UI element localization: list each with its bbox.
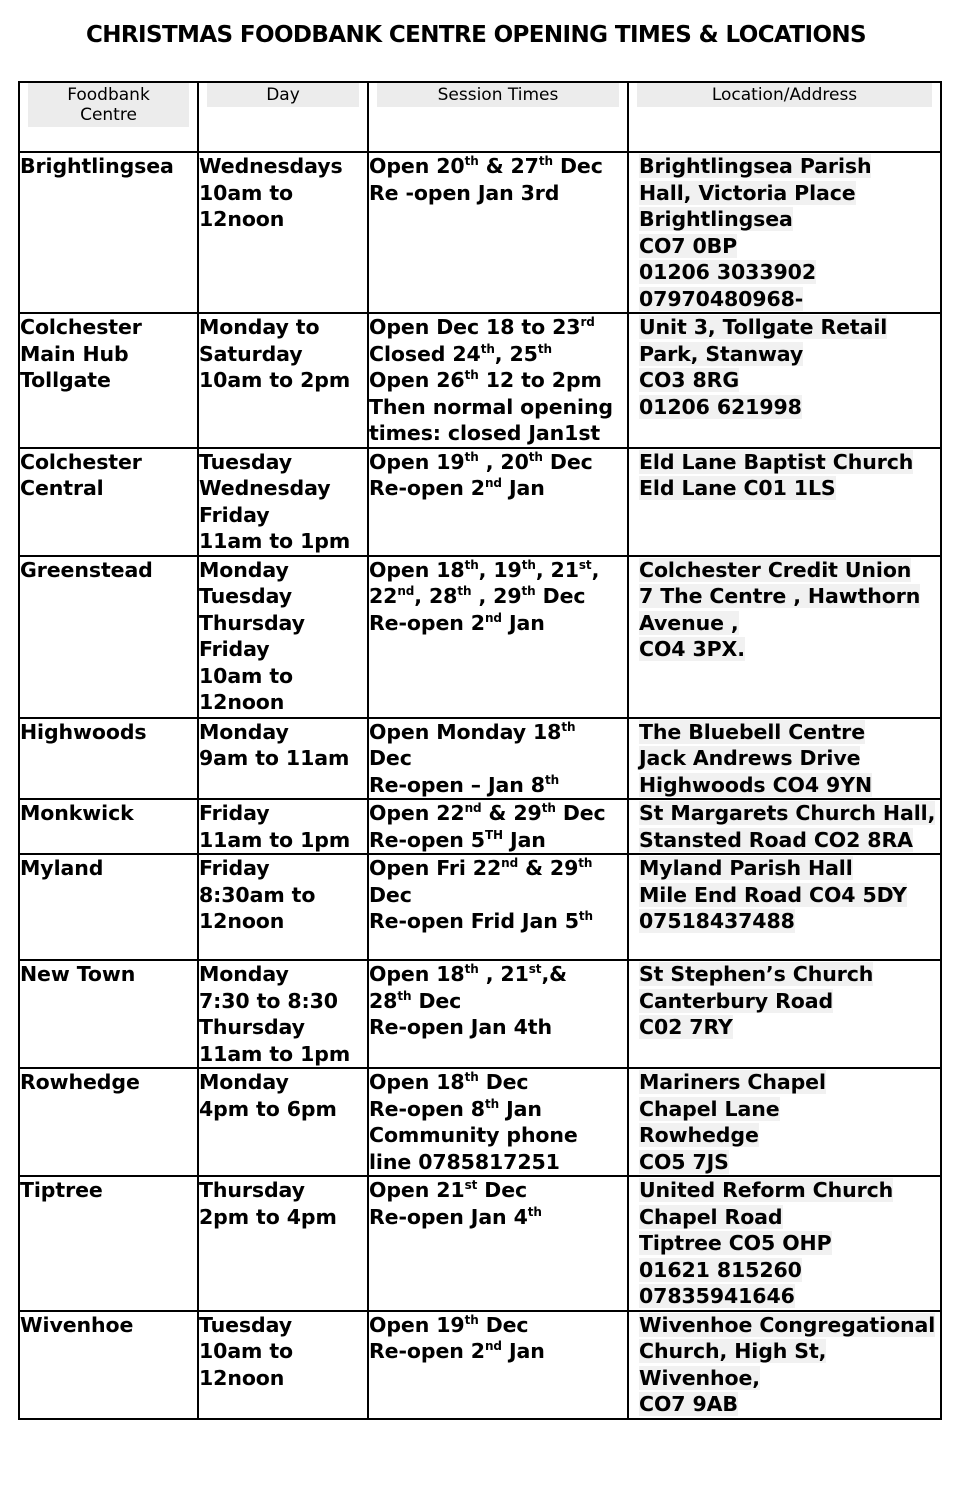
address-line: 01621 815260 xyxy=(639,1257,802,1282)
day-line: 12noon xyxy=(199,690,285,714)
centre-line: Colchester xyxy=(20,449,142,474)
centre-line: Greenstead xyxy=(20,557,153,582)
day-line: 2pm to 4pm xyxy=(199,1204,337,1229)
address-line: CO3 8RG xyxy=(639,368,740,392)
session-line: Open 22nd & 29th Dec xyxy=(369,801,606,825)
address-line: Unit 3, Tollgate Retail xyxy=(639,315,888,339)
day-line: 10am to 2pm xyxy=(199,368,351,392)
header-label: Session Times xyxy=(377,83,619,107)
day-cell xyxy=(198,152,368,313)
address-cell xyxy=(628,718,941,800)
address-line: Rowhedge xyxy=(639,1123,759,1147)
header-cell-centre xyxy=(19,82,198,152)
address-line: 07835941646 xyxy=(639,1284,795,1308)
header-cell-day xyxy=(198,82,368,152)
day-cell xyxy=(198,718,368,800)
session-line: Open Monday 18th xyxy=(369,719,576,744)
address-cell xyxy=(628,448,941,556)
session-line: line 0785817251 xyxy=(369,1149,560,1174)
day-line: 12noon xyxy=(199,909,285,933)
session-cell xyxy=(368,854,628,960)
address-line: Highwoods CO4 9YN xyxy=(639,772,873,797)
session-line: times: closed Jan1st xyxy=(369,421,601,445)
address-line: Colchester Credit Union xyxy=(639,557,912,582)
day-line: Wednesday xyxy=(199,476,331,500)
address-line: Eld Lane C01 1LS xyxy=(639,476,836,500)
address-line: Brightlingsea xyxy=(639,207,793,231)
session-line: Community phone xyxy=(369,1123,578,1147)
day-line: 11am to 1pm xyxy=(199,1041,351,1066)
day-line: 10am to xyxy=(199,1339,294,1363)
session-line: Open 18th Dec xyxy=(369,1070,529,1094)
day-cell xyxy=(198,313,368,448)
table-row xyxy=(19,152,941,313)
centre-cell xyxy=(19,718,198,800)
address-line: Chapel Lane xyxy=(639,1096,780,1121)
session-line: Closed 24th, 25th xyxy=(369,341,552,366)
session-line: Re-open Jan 4th xyxy=(369,1015,552,1039)
address-cell xyxy=(628,1311,941,1419)
address-line: St Stephen’s Church xyxy=(639,962,874,986)
day-line: 4pm to 6pm xyxy=(199,1096,337,1121)
centre-line: Myland xyxy=(20,856,104,880)
session-line: Open 19th Dec xyxy=(369,1312,529,1337)
address-line: Jack Andrews Drive xyxy=(639,746,861,770)
session-line: Re-open Jan 4th xyxy=(369,1204,542,1229)
header-cell-session xyxy=(368,82,628,152)
centre-line: Tollgate xyxy=(20,368,111,392)
day-cell xyxy=(198,960,368,1068)
address-line: Church, High St, xyxy=(639,1339,827,1363)
table-header-row xyxy=(19,82,941,152)
address-line: Wivenhoe, xyxy=(639,1365,760,1390)
day-line: Monday to xyxy=(199,315,320,339)
day-cell xyxy=(198,799,368,854)
day-line: 11am to 1pm xyxy=(199,827,351,852)
day-line: Thursday xyxy=(199,610,305,635)
centre-cell xyxy=(19,1311,198,1419)
day-line: Tuesday xyxy=(199,584,292,608)
session-line: Re-open – Jan 8th xyxy=(369,772,560,797)
day-line: Friday xyxy=(199,801,270,825)
day-line: 12noon xyxy=(199,207,285,231)
session-line: Re -open Jan 3rd xyxy=(369,180,560,205)
day-cell xyxy=(198,1068,368,1176)
table-row xyxy=(19,718,941,800)
session-cell xyxy=(368,960,628,1068)
day-line: Thursday xyxy=(199,1015,305,1039)
centre-line: Central xyxy=(20,476,104,500)
session-cell xyxy=(368,1068,628,1176)
address-line: Canterbury Road xyxy=(639,988,834,1013)
address-line: CO5 7JS xyxy=(639,1149,729,1174)
session-cell xyxy=(368,1311,628,1419)
session-line: Open 26th 12 to 2pm xyxy=(369,368,602,392)
address-line: 7 The Centre , Hawthorn xyxy=(639,584,921,608)
address-cell xyxy=(628,1068,941,1176)
header-label: Day xyxy=(207,83,359,107)
centre-line: Brightlingsea xyxy=(20,154,174,178)
day-line: Friday xyxy=(199,856,270,880)
table-row xyxy=(19,1068,941,1176)
session-cell xyxy=(368,799,628,854)
address-cell xyxy=(628,799,941,854)
session-line: 22nd, 28th , 29th Dec xyxy=(369,584,586,608)
session-line: Open 18th , 21st,& xyxy=(369,962,567,986)
session-line: Re-open 8th Jan xyxy=(369,1096,542,1121)
centre-line: Main Hub xyxy=(20,341,129,366)
address-line: Myland Parish Hall xyxy=(639,856,853,880)
session-line: Dec xyxy=(369,882,412,907)
address-line: CO4 3PX. xyxy=(639,637,745,661)
address-line: The Bluebell Centre xyxy=(639,719,865,744)
centre-line: Colchester xyxy=(20,315,142,339)
address-line: Eld Lane Baptist Church xyxy=(639,449,914,474)
session-cell xyxy=(368,556,628,718)
centre-line: Rowhedge xyxy=(20,1070,140,1094)
session-cell xyxy=(368,718,628,800)
address-line: 07970480968- xyxy=(639,286,804,311)
table-row xyxy=(19,960,941,1068)
table-row xyxy=(19,1176,941,1311)
address-line: Stansted Road CO2 8RA xyxy=(639,827,913,852)
centre-cell xyxy=(19,960,198,1068)
centre-cell xyxy=(19,799,198,854)
address-cell xyxy=(628,1176,941,1311)
address-cell xyxy=(628,854,941,960)
address-line: Hall, Victoria Place xyxy=(639,180,856,205)
day-line: Wednesdays xyxy=(199,154,343,178)
session-cell xyxy=(368,313,628,448)
session-line: Open 20th & 27th Dec xyxy=(369,154,603,178)
day-line: Thursday xyxy=(199,1178,305,1202)
centre-line: New Town xyxy=(20,962,136,986)
header-label: Location/Address xyxy=(637,83,932,107)
address-cell xyxy=(628,313,941,448)
session-line: Open Fri 22nd & 29th xyxy=(369,856,593,880)
session-line: Re-open 5TH Jan xyxy=(369,827,546,852)
centre-cell xyxy=(19,152,198,313)
centre-cell xyxy=(19,1068,198,1176)
day-line: 10am to xyxy=(199,180,294,205)
centre-cell xyxy=(19,448,198,556)
address-line: C02 7RY xyxy=(639,1015,733,1039)
address-line: St Margarets Church Hall, xyxy=(639,801,936,825)
table-row xyxy=(19,799,941,854)
day-line: Monday xyxy=(199,557,289,582)
session-line: Open 19th , 20th Dec xyxy=(369,449,593,474)
address-line: CO7 0BP xyxy=(639,233,738,258)
address-line: Mile End Road CO4 5DY xyxy=(639,882,907,907)
address-line: 01206 3033902 xyxy=(639,260,817,284)
table-row xyxy=(19,313,941,448)
address-line: Tiptree CO5 OHP xyxy=(639,1231,832,1255)
table-row xyxy=(19,1311,941,1419)
address-line: Mariners Chapel xyxy=(639,1070,826,1094)
address-line: Wivenhoe Congregational xyxy=(639,1312,936,1337)
day-line: Saturday xyxy=(199,341,303,366)
day-line: 8:30am to xyxy=(199,882,316,907)
session-cell xyxy=(368,448,628,556)
session-line: Open Dec 18 to 23rd xyxy=(369,315,595,339)
address-line: United Reform Church xyxy=(639,1178,894,1202)
session-line: Open 21st Dec xyxy=(369,1178,528,1202)
day-line: 7:30 to 8:30 xyxy=(199,988,338,1013)
header-label: Foodbank Centre xyxy=(28,83,189,127)
page-title: CHRISTMAS FOODBANK CENTRE OPENING TIMES & LOCATIONS xyxy=(86,22,867,48)
table-body xyxy=(19,152,941,1419)
centre-cell xyxy=(19,313,198,448)
day-cell xyxy=(198,854,368,960)
day-line: 9am to 11am xyxy=(199,746,350,770)
day-cell xyxy=(198,1311,368,1419)
day-line: 11am to 1pm xyxy=(199,529,351,553)
session-line: Re-open Frid Jan 5th xyxy=(369,909,593,933)
address-line: Park, Stanway xyxy=(639,341,804,366)
address-cell xyxy=(628,960,941,1068)
session-line: Open 18th, 19th, 21st, xyxy=(369,557,600,582)
opening-times-table xyxy=(18,81,942,1420)
session-line: Then normal opening xyxy=(369,394,614,419)
address-cell xyxy=(628,556,941,718)
centre-cell xyxy=(19,1176,198,1311)
address-line: Avenue , xyxy=(639,610,739,635)
address-line: 07518437488 xyxy=(639,909,795,933)
table-row xyxy=(19,854,941,960)
session-line: Re-open 2nd Jan xyxy=(369,1339,545,1363)
address-line: CO7 9AB xyxy=(639,1392,738,1416)
address-cell xyxy=(628,152,941,313)
day-line: Friday xyxy=(199,502,270,527)
centre-line: Highwoods xyxy=(20,719,147,744)
centre-cell xyxy=(19,854,198,960)
session-cell xyxy=(368,1176,628,1311)
table-row xyxy=(19,448,941,556)
centre-line: Monkwick xyxy=(20,801,134,825)
session-line: Dec xyxy=(369,746,412,770)
address-line: 01206 621998 xyxy=(639,394,802,419)
address-line: Brightlingsea Parish xyxy=(639,154,872,178)
day-cell xyxy=(198,448,368,556)
day-line: Tuesday xyxy=(199,1312,292,1337)
day-line: Tuesday xyxy=(199,449,292,474)
centre-line: Tiptree xyxy=(20,1178,103,1202)
day-line: Monday xyxy=(199,719,289,744)
centre-line: Wivenhoe xyxy=(20,1312,134,1337)
day-line: Monday xyxy=(199,962,289,986)
header-cell-address xyxy=(628,82,941,152)
session-cell xyxy=(368,152,628,313)
day-line: 12noon xyxy=(199,1365,285,1390)
day-cell xyxy=(198,1176,368,1311)
day-line: 10am to xyxy=(199,663,294,688)
address-line: Chapel Road xyxy=(639,1204,783,1229)
session-line: 28th Dec xyxy=(369,988,462,1013)
centre-cell xyxy=(19,556,198,718)
day-cell xyxy=(198,556,368,718)
session-line: Re-open 2nd Jan xyxy=(369,610,545,635)
table-row xyxy=(19,556,941,718)
day-line: Friday xyxy=(199,637,270,661)
day-line: Monday xyxy=(199,1070,289,1094)
session-line: Re-open 2nd Jan xyxy=(369,476,545,500)
